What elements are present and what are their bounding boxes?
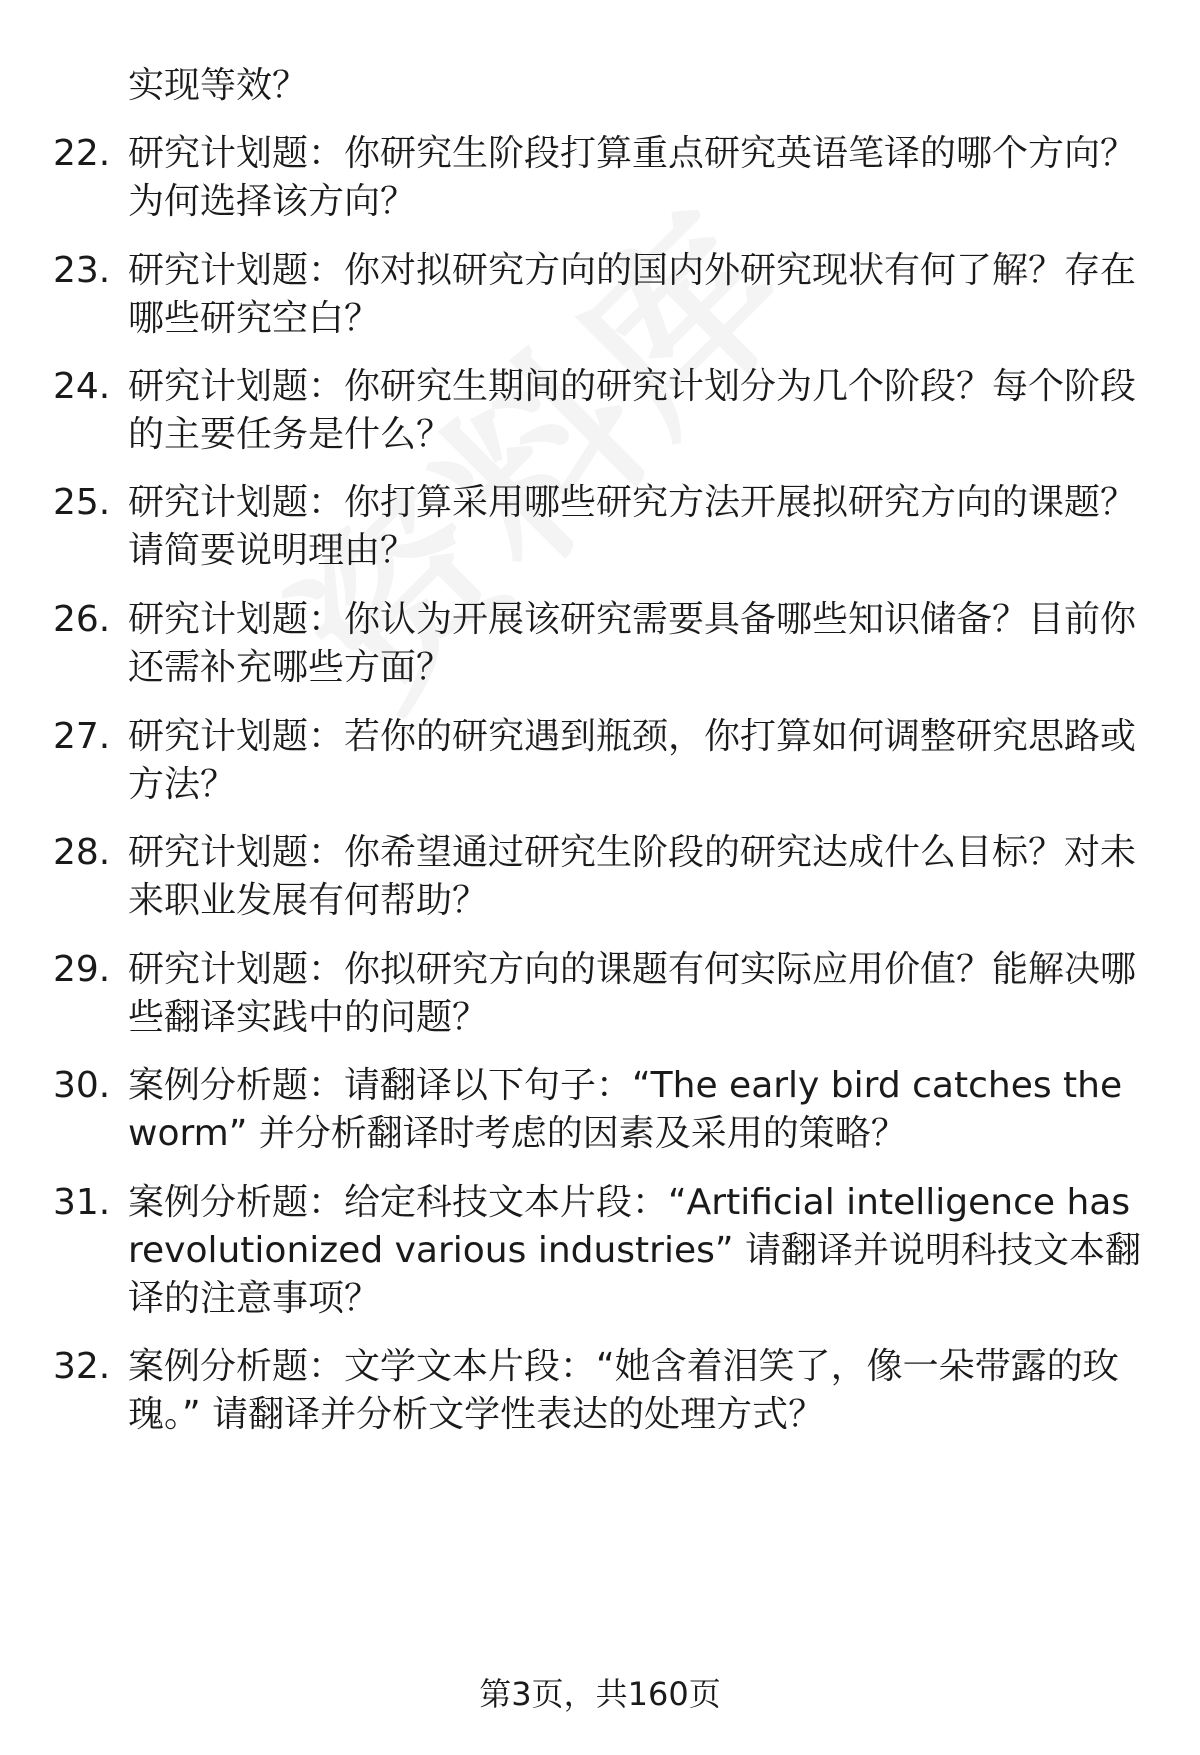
question-number: 25. xyxy=(53,482,111,523)
page-footer: 第3页，共160页 xyxy=(479,1675,721,1713)
question-number: 32. xyxy=(53,1346,111,1387)
question-text: 案例分析题：请翻译以下句子：“The early bird catches the worm” 并分析翻译时考虑的因素及采用的策略？ xyxy=(128,1065,1123,1154)
question-text: 案例分析题：给定科技文本片段：“Artificial intelligence has revolutionized various industries” 请翻译并说明科技文本翻 译的注意事项？ xyxy=(128,1182,1141,1319)
question-text: 案例分析题：文学文本片段：“她含着泪笑了，像一朵带露的玫 瑰。” 请翻译并分析文学性表达的处理方式？ xyxy=(128,1346,1119,1435)
question-text: 研究计划题：你打算采用哪些研究方法开展拟研究方向的课题？ 请简要说明理由？ xyxy=(128,482,1137,571)
question-text: 研究计划题：若你的研究遇到瓶颈，你打算如何调整研究思路或 方法？ xyxy=(128,716,1137,805)
question-text: 研究计划题：你认为开展该研究需要具备哪些知识储备？目前你 还需补充哪些方面？ xyxy=(128,599,1137,688)
question-text: 研究计划题：你研究生阶段打算重点研究英语笔译的哪个方向？ 为何选择该方向？ xyxy=(128,133,1137,222)
question-number: 22. xyxy=(53,133,111,174)
question-text: 研究计划题：你希望通过研究生阶段的研究达成什么目标？对未 来职业发展有何帮助？ xyxy=(128,832,1137,921)
question-number: 31. xyxy=(53,1182,111,1223)
question-number: 23. xyxy=(53,250,111,291)
question-number: 28. xyxy=(53,832,111,873)
question-continuation: 实现等效？ xyxy=(128,65,309,106)
question-number: 26. xyxy=(53,599,111,640)
question-text: 研究计划题：你对拟研究方向的国内外研究现状有何了解？存在 哪些研究空白？ xyxy=(128,250,1137,339)
question-number: 27. xyxy=(53,716,111,757)
question-number: 30. xyxy=(53,1065,111,1106)
question-number: 29. xyxy=(53,949,111,990)
question-text: 研究计划题：你拟研究方向的课题有何实际应用价值？能解决哪 些翻译实践中的问题？ xyxy=(128,949,1137,1038)
question-text: 研究计划题：你研究生期间的研究计划分为几个阶段？每个阶段 的主要任务是什么？ xyxy=(128,366,1137,455)
question-number: 24. xyxy=(53,366,111,407)
